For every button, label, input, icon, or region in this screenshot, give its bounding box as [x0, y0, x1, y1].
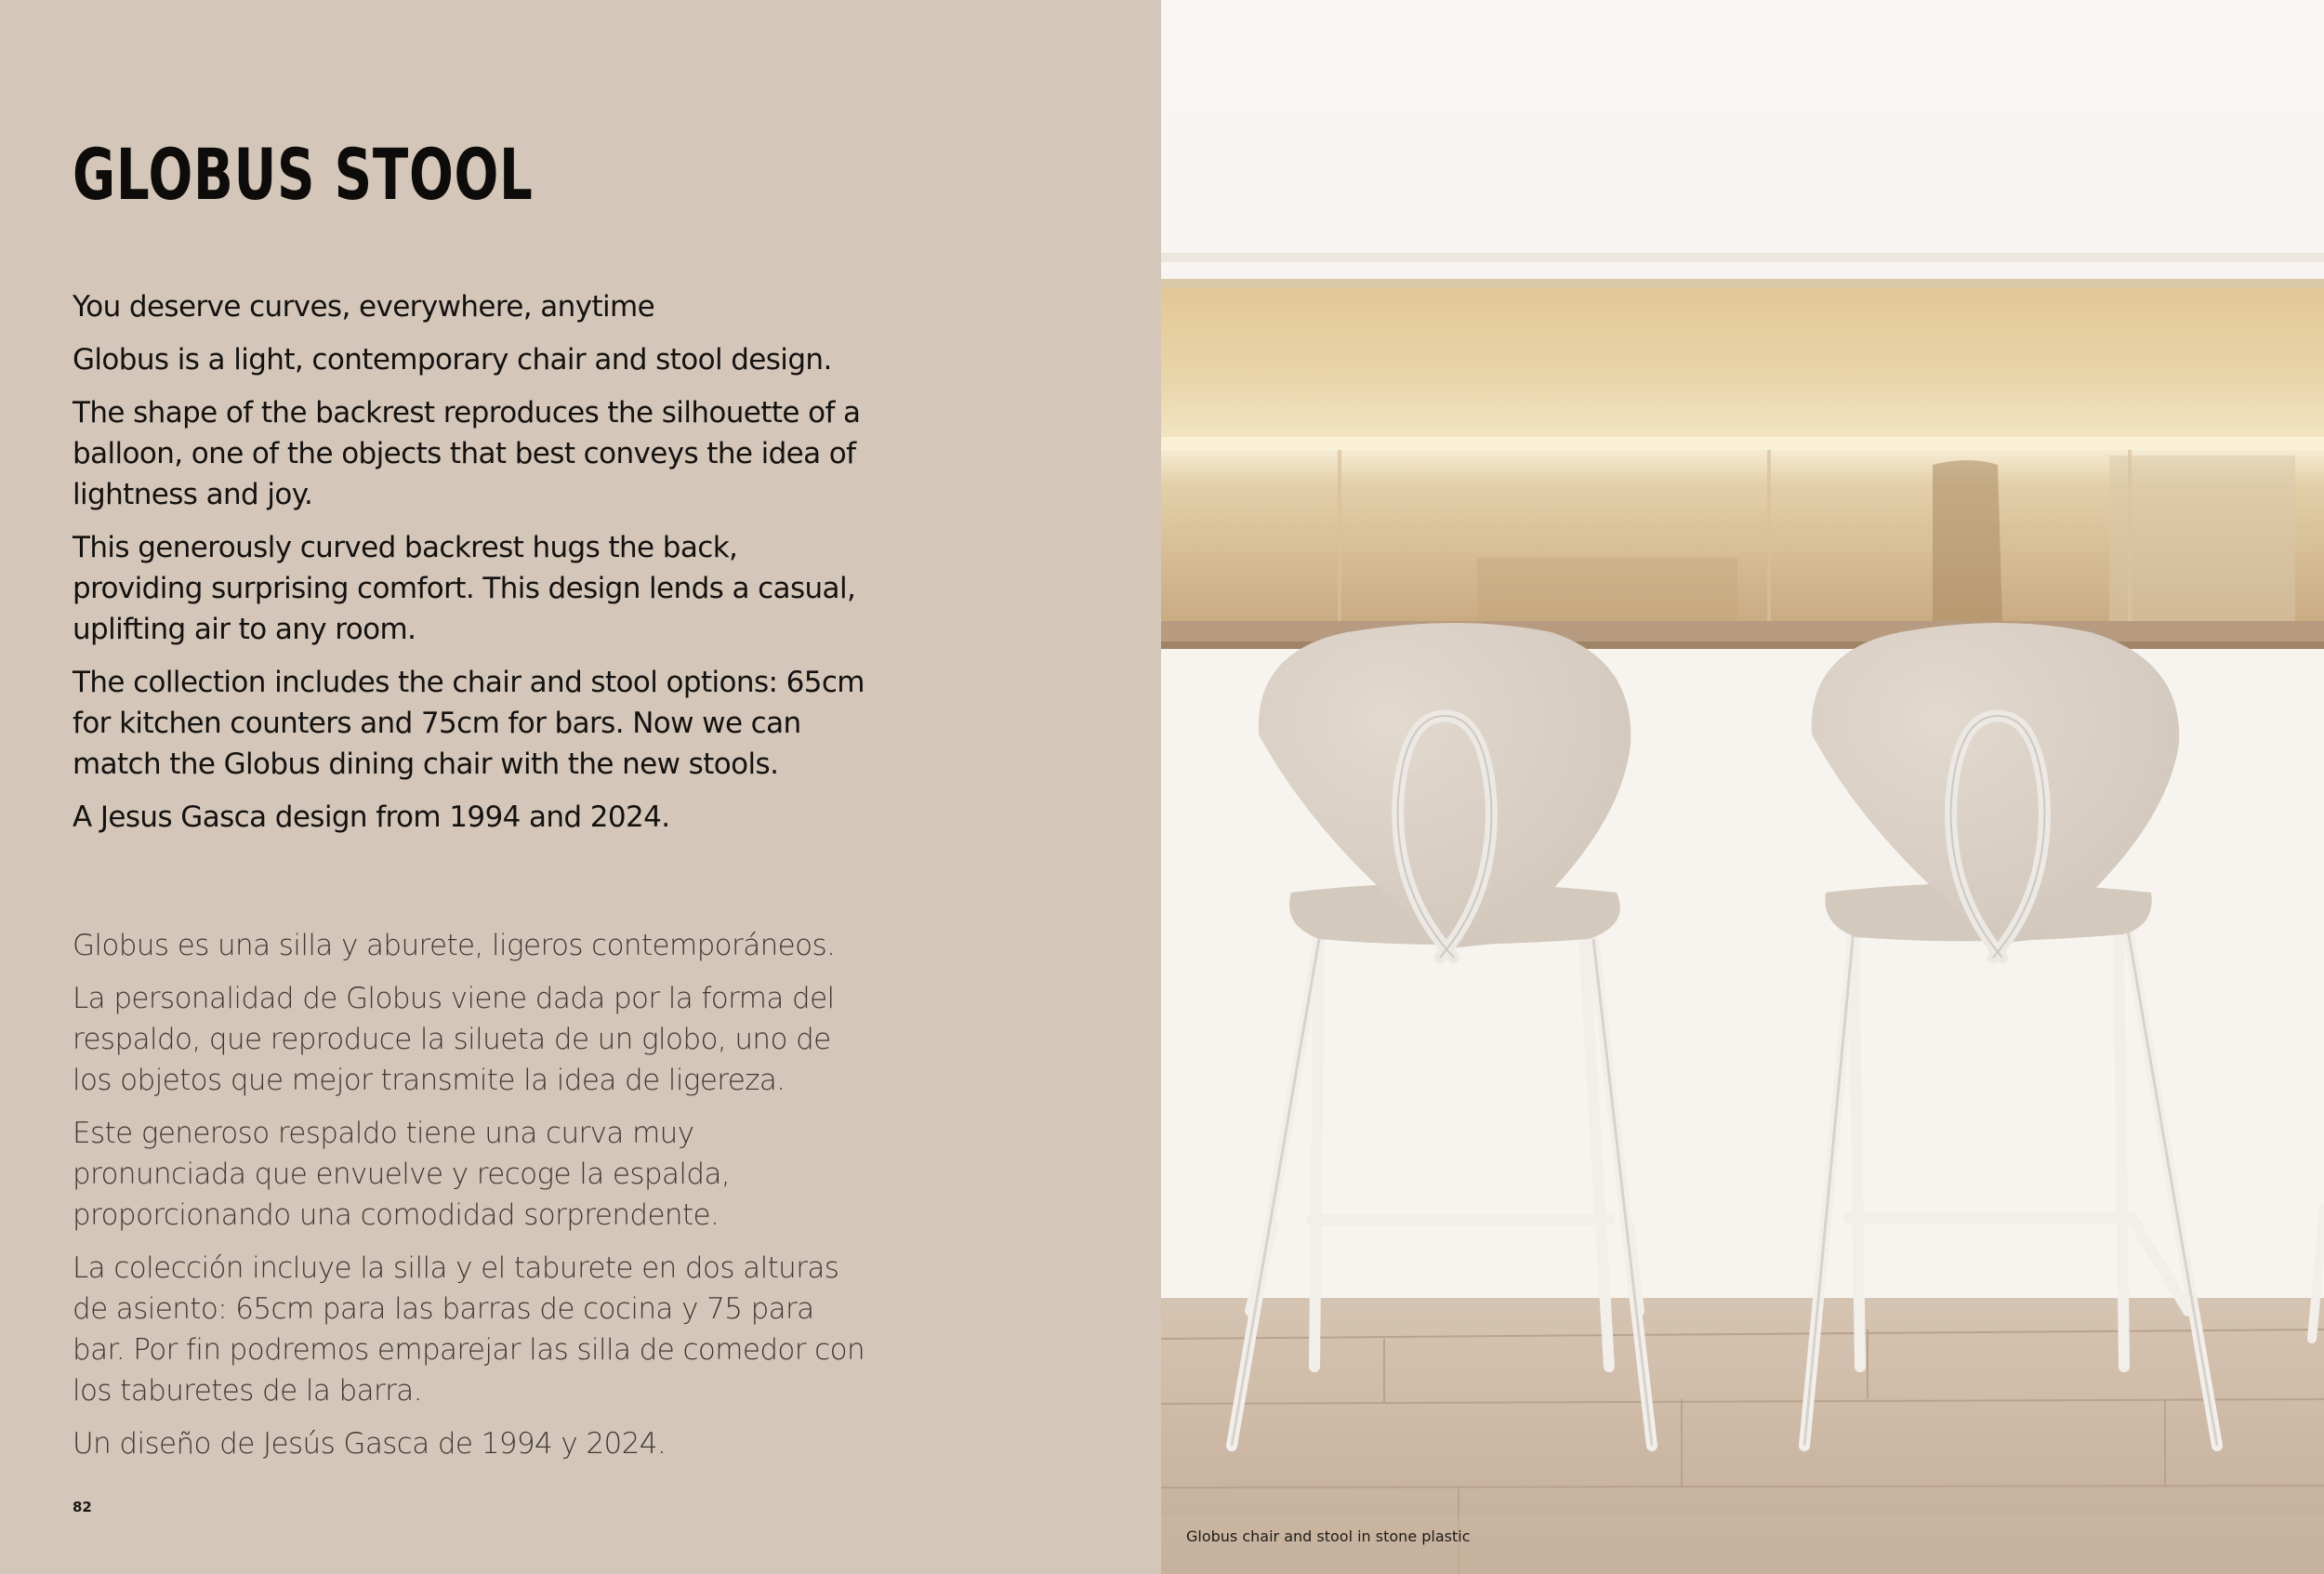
english-description [73, 286, 872, 850]
english-paragraph: You deserve curves, everywhere, anytime [73, 290, 655, 324]
page-title: GLOBUS STOOL [73, 133, 534, 216]
english-paragraph: The collection includes the chair and stool options: 65cm for kitchen counters and 75cm for bars. Now we can match the Globus dining chair with the new stools. [73, 666, 865, 781]
english-paragraph: The shape of the backrest reproduces the silhouette of a balloon, one of the objects that best conveys the idea of lightness and joy. [73, 396, 861, 511]
english-paragraph: This generously curved backrest hugs the back, providing surprising comfort. This design lends a casual, uplifting air to any room. [73, 531, 856, 646]
spanish-description [73, 925, 872, 1476]
spanish-paragraph: Este generoso respaldo tiene una curva muy pronunciada que envuelve y recoge la espalda, proporcionando una comodidad sorprendente. [73, 1117, 731, 1232]
spanish-paragraph: La personalidad de Globus viene dada por la forma del respaldo, que reproduce la silueta de un globo, uno de los objetos que mejor transmite la idea de ligereza. [73, 982, 835, 1097]
spanish-paragraph: Globus es una silla y aburete, ligeros contemporáneos. [73, 929, 836, 962]
spanish-paragraph: La colección incluye la silla y el taburete en dos alturas de asiento: 65cm para las barras de cocina y 75 para bar. Por fin podremos emparejar las silla de comedor con los taburetes de la barra. [73, 1251, 865, 1408]
english-paragraph: Globus is a light, contemporary chair and stool design. [73, 343, 832, 377]
shelf-niche [1161, 288, 2324, 446]
page-number: 82 [73, 1499, 92, 1515]
english-paragraph: A Jesus Gasca design from 1994 and 2024. [73, 800, 670, 834]
text-panel [0, 0, 1161, 1574]
spanish-paragraph: Un diseño de Jesús Gasca de 1994 y 2024. [73, 1427, 667, 1461]
stool-photo-illustration [1161, 0, 2324, 1574]
product-photo [1161, 0, 2324, 1574]
photo-caption: Globus chair and stool in stone plastic [1186, 1528, 1471, 1545]
